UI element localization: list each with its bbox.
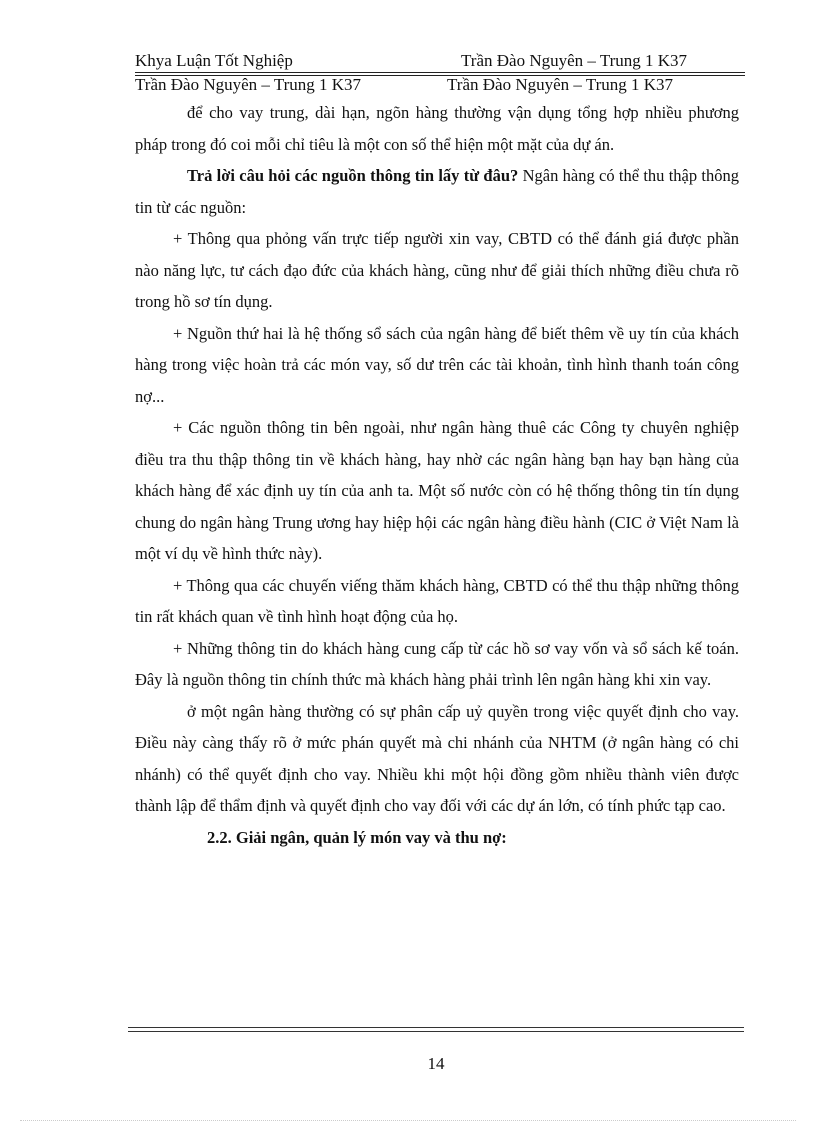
- subheader-author-right: Trần Đào Nguyên – Trung 1 K37: [447, 75, 674, 94]
- list-item: + Thông qua phỏng vấn trực tiếp người xin vay, CBTD có thể đánh giá được phần nào năng lực, tư cách đạo đức của khách hàng, cũng như để giải thích những điều chưa rõ trong hồ sơ tín dụng.: [135, 229, 739, 311]
- running-subheader: [135, 75, 745, 95]
- page-edge: [20, 1120, 796, 1121]
- list-item: + Nguồn thứ hai là hệ thống sổ sách của ngân hàng để biết thêm về uy tín của khách hàng trong việc hoàn trả các món vay, số dư trên các tài khoản, tình hình thanh toán công nợ...: [135, 323, 739, 406]
- header-title: Khya Luận Tốt Nghiệp: [135, 51, 293, 70]
- subheader-author-left: Trần Đào Nguyên – Trung 1 K37: [135, 75, 362, 94]
- document-body: [135, 97, 739, 853]
- header-rule: [135, 72, 745, 73]
- list-item: + Những thông tin do khách hàng cung cấp từ các hồ sơ vay vốn và sổ sách kế toán. Đây là nguồn thông tin chính thức mà khách hàng phải trình lên ngân hàng khi xin vay.: [135, 638, 739, 689]
- paragraph: để cho vay trung, dài hạn, ngõn hàng thường vận dụng tổng hợp nhiều phương pháp trong đó coi mỗi chỉ tiêu là một con số thể hiện một mặt của dự án.: [135, 103, 739, 154]
- footer-rule: [128, 1027, 744, 1028]
- running-header: [135, 51, 745, 71]
- header-author: Trần Đào Nguyên – Trung 1 K37: [461, 51, 688, 70]
- page-number: 14: [427, 1054, 445, 1073]
- paragraph: ở một ngân hàng thường có sự phân cấp uỷ quyền trong việc quyết định cho vay. Điều này càng thấy rõ ở mức phán quyết mà chi nhánh của NHTM (ở ngân hàng có chi nhánh) có thể quyết định cho vay. Nhiều khi một hội đồng gồm nhiều thành viên được thành lập để thẩm định và quyết định cho vay đối với các dự án lớn, có tính phức tạp cao.: [135, 701, 739, 815]
- section-heading: 2.2. Giải ngân, quản lý món vay và thu nợ:: [207, 827, 507, 847]
- list-item: + Thông qua các chuyến viếng thăm khách hàng, CBTD có thể thu thập những thông tin rất khách quan về tình hình hoạt động của họ.: [135, 575, 739, 626]
- bold-question: Trả lời câu hỏi các nguồn thông tin lấy từ đâu?: [187, 166, 519, 185]
- paragraph: [135, 160, 739, 223]
- paragraph-text: Ngân hàng có thể thu thập thông tin từ các nguồn:: [135, 166, 739, 217]
- footer-rule-double: [128, 1031, 744, 1032]
- list-item: + Các nguồn thông tin bên ngoài, như ngân hàng thuê các Công ty chuyên nghiệp điều tra thu thập thông tin về khách hàng, hay nhờ các ngân hàng bạn hay bạn hàng của khách hàng để xác định uy tín của anh ta. Một số nước còn có hệ thống thông tin tín dụng chung do ngân hàng Trung ương hay hiệp hội các ngân hàng điều hành (CIC ở Việt Nam là một ví dụ về hình thức này).: [135, 418, 739, 563]
